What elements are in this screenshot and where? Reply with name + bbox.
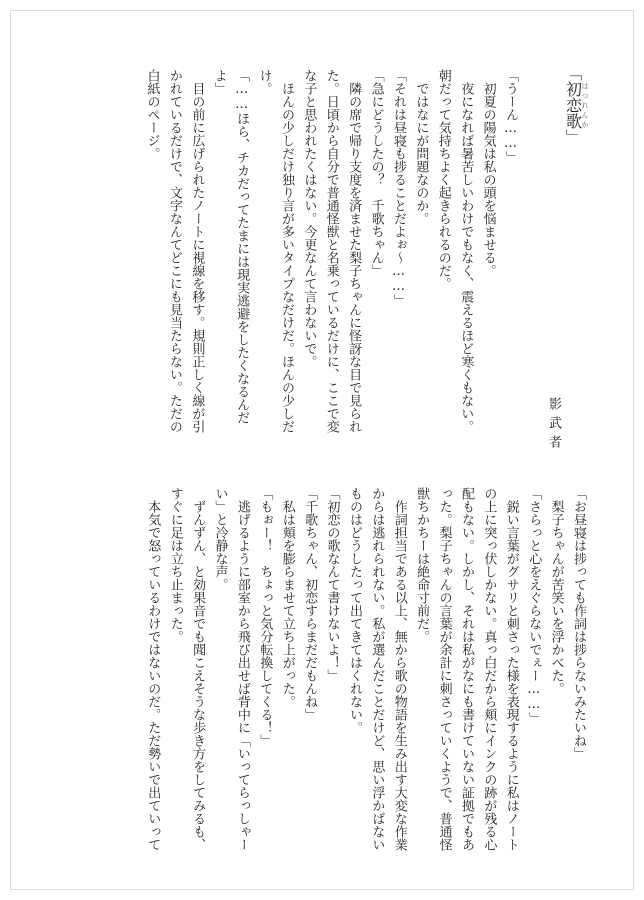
author-name: 影武者 xyxy=(546,397,561,454)
text-line: った。梨子ちゃんの言葉が余計に刺さっていくようで、普通怪 xyxy=(436,487,452,851)
text-line: 鋭い言葉がグサリと刺さった様を表現するように私はノート xyxy=(503,487,519,851)
text-line: 梨子ちゃんが苦笑いを浮かべた。 xyxy=(548,487,564,695)
text-line: 朝だって気持ちよく起きられるのだ。 xyxy=(435,69,451,290)
text-line: 「……ほら、チカだってたまには現実逃避をしたくなるんだ xyxy=(234,69,250,424)
text-line: け。 xyxy=(256,69,272,95)
text-line: ものはどうしたって出てきてはくれない。 xyxy=(346,487,362,734)
title-text: 初恋歌 xyxy=(563,81,583,129)
text-line: 「それは昼寝も捗ることだよぉ〜……」 xyxy=(390,69,406,307)
text-line: 「千歌ちゃん、初恋すらまだだもんね」 xyxy=(302,487,318,721)
text-line: ほんの少しだけ独り言が多いタイプなだけだ。ほんの少しだ xyxy=(278,69,294,433)
text-line: た。日頃から自分で普通怪獣と名乗っているだけに、ここで変 xyxy=(323,69,339,433)
text-line: 私は頬を膨らませて立ち上がった。 xyxy=(279,487,295,708)
top-text-block xyxy=(140,69,521,433)
text-line: 「さらっと心をえぐらないでぇー……」 xyxy=(526,487,542,725)
text-line: 獣ちかちーは絶命寸前だ。 xyxy=(414,487,430,643)
text-line: な子と思われたくはない。今更なんて言わないで。 xyxy=(301,69,317,368)
text-line: 「うーん……」 xyxy=(503,69,518,164)
text-line: 「お昼寝は捗っても作詞は捗らないみたいね」 xyxy=(571,487,586,760)
text-line: い」と冷静な声。 xyxy=(212,487,228,591)
text-line: 隣の席で帰り支度を済ませた梨子ちゃんに怪訝な目で見られ xyxy=(346,69,362,433)
text-line: からは逃れられない。私が選んだことだけど、思い浮かばない xyxy=(369,487,385,851)
text-line: 作詞担当である以上、無から歌の物語を生み出す大変な作業 xyxy=(391,487,407,851)
title-ruby: はつれんか xyxy=(581,81,589,129)
text-line: ずんずん、と効果音でも聞こえそうな歩き方をしてみるも、 xyxy=(190,487,206,851)
text-line: の上に突っ伏しかない。真っ白だから頬にインクの跡が残る心 xyxy=(481,487,497,851)
text-line: 初夏の陽気は私の頭を悩ませる。 xyxy=(480,69,496,277)
bottom-text-block xyxy=(141,487,589,851)
text-line: 夜になれば暑苦しいわけでもなく、震えるほど寒くもない。 xyxy=(458,69,474,433)
document-page xyxy=(10,10,634,890)
text-line: 「もぉー！ ちょっと気分転換してくる！」 xyxy=(257,487,273,747)
text-line: 「急にどうしたの？ 千歌ちゃん」 xyxy=(368,69,384,277)
text-line: 配もない。しかし、それは私がなにも書けていない証拠でもあ xyxy=(458,487,474,851)
text-line: 目の前に広げられたノートに視線を移す。規則正しく線が引 xyxy=(189,69,205,433)
text-line: 白紙のページ。 xyxy=(144,69,160,160)
text-line: よ」 xyxy=(211,69,227,95)
text-line: 本気で怒っているわけではないのだ。ただ勢いで出ていって xyxy=(145,487,161,851)
text-line: 「初恋の歌なんて書けないよ！」 xyxy=(324,487,340,682)
text-line: 逃げるように部室から飛び出せば背中に「いってらっしゃー xyxy=(234,487,250,851)
text-line: かれているだけで、文字なんてどこにも見当たらない。ただの xyxy=(166,69,182,433)
story-title: 「初恋歌はつれんか」 xyxy=(563,65,589,145)
text-line: すぐに足は立ち止まった。 xyxy=(167,487,183,643)
text-line: ではなにが問題なのか。 xyxy=(413,69,429,225)
